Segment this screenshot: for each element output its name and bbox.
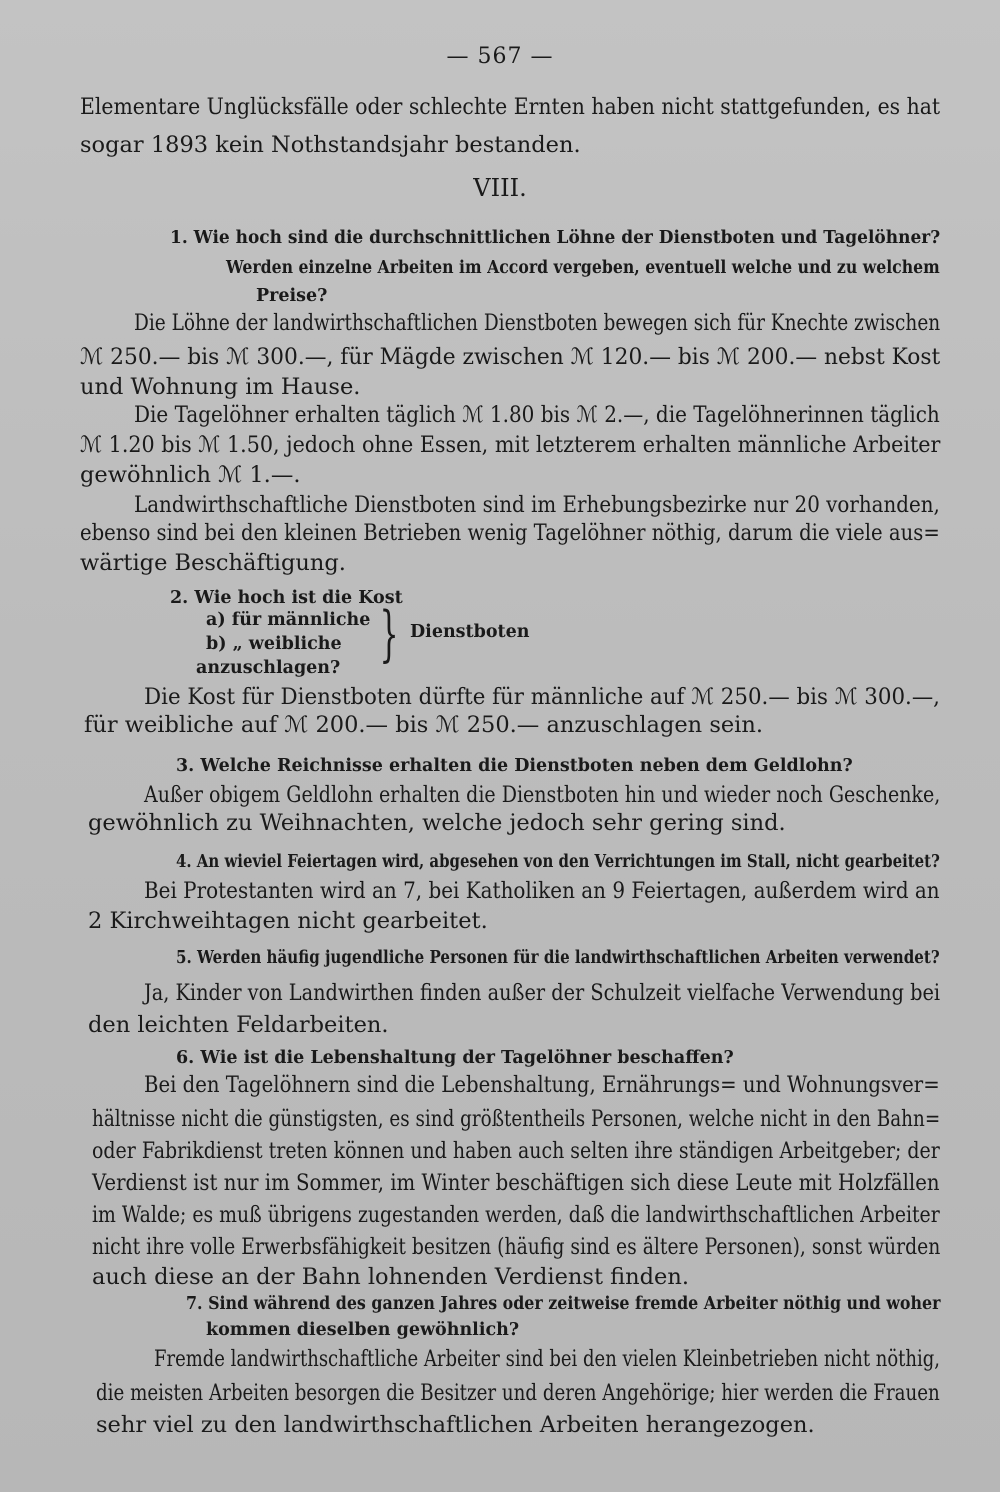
answer-6-line: Bei den Tagelöhnern sind die Lebenshaltung, Ernährungs= und Wohnungsver= — [144, 1072, 940, 1098]
answer-1-line: ℳ 250.— bis ℳ 300.—, für Mägde zwischen ℳ 120.— bis ℳ 200.— nebst Kost — [80, 344, 941, 370]
answer-1-line: gewöhnlich ℳ 1.—. — [80, 462, 301, 488]
question-2-line: 2. Wie hoch ist die Kost — [170, 588, 403, 608]
question-7-line: 7. Sind während des ganzen Jahres oder zeitweise fremde Arbeiter nöthig und woher — [186, 1294, 941, 1314]
question-1-line: Werden einzelne Arbeiten im Accord vergeben, eventuell welche und zu welchem — [226, 258, 940, 278]
answer-1-line: und Wohnung im Hause. — [80, 374, 361, 400]
question-1-line: 1. Wie hoch sind die durchschnittlichen Löhne der Dienstboten und Tagelöhner? — [170, 228, 941, 248]
answer-7-line: sehr viel zu den landwirthschaftlichen Arbeiten herangezogen. — [96, 1412, 815, 1438]
question-1-line: Preise? — [256, 286, 328, 306]
question-6: 6. Wie ist die Lebenshaltung der Tagelöhner beschaffen? — [176, 1048, 734, 1068]
answer-7-line: Fremde landwirthschaftliche Arbeiter sind bei den vielen Kleinbetrieben nicht nöthig, — [154, 1346, 940, 1372]
answer-5-line: Ja, Kinder von Landwirthen finden außer der Schulzeit vielfache Verwendung bei — [144, 980, 941, 1006]
answer-2-line: für weibliche auf ℳ 200.— bis ℳ 250.— anzuschlagen sein. — [84, 712, 764, 738]
answer-1-line: ℳ 1.20 bis ℳ 1.50, jedoch ohne Essen, mit letzterem erhalten männliche Arbeiter — [80, 432, 941, 458]
answer-6-line: im Walde; es muß übrigens zugestanden werden, daß die landwirthschaftlichen Arbeiter — [92, 1202, 940, 1228]
answer-6-line: auch diese an der Bahn lohnenden Verdienst finden. — [92, 1264, 689, 1290]
answer-1-line: Die Tagelöhner erhalten täglich ℳ 1.80 bis ℳ 2.—, die Tagelöhnerinnen täglich — [134, 402, 940, 428]
answer-3-line: gewöhnlich zu Weihnachten, welche jedoch sehr gering sind. — [88, 810, 786, 836]
intro-line: sogar 1893 kein Nothstandsjahr bestanden. — [80, 132, 581, 158]
answer-5-line: den leichten Feldarbeiten. — [88, 1012, 389, 1038]
answer-6-line: nicht ihre volle Erwerbsfähigkeit besitzen (häufig sind es ältere Personen), sonst würden — [92, 1234, 941, 1260]
question-2-line: a) für männliche — [206, 610, 371, 630]
curly-brace: } — [379, 599, 399, 669]
question-2-line: b) „ weibliche — [206, 634, 342, 654]
answer-2-line: Die Kost für Dienstboten dürfte für männliche auf ℳ 250.— bis ℳ 300.—, — [144, 684, 940, 710]
answer-1-line: Landwirthschaftliche Dienstboten sind im Erhebungsbezirke nur 20 vorhanden, — [134, 492, 940, 518]
question-2-line: anzuschlagen? — [196, 658, 341, 678]
intro-line: Elementare Unglücksfälle oder schlechte Ernten haben nicht stattgefunden, es hat — [80, 94, 941, 120]
answer-7-line: die meisten Arbeiten besorgen die Besitzer und deren Angehörige; hier werden die Frauen — [96, 1380, 940, 1406]
answer-1-line: ebenso sind bei den kleinen Betrieben wenig Tagelöhner nöthig, darum die viele aus= — [80, 520, 940, 546]
answer-1-line: wärtige Beschäftigung. — [80, 550, 346, 576]
answer-6-line: oder Fabrikdienst treten können und haben auch selten ihre ständigen Arbeitgeber; der — [92, 1138, 940, 1164]
question-4: 4. An wieviel Feiertagen wird, abgesehen von den Verrichtungen im Stall, nicht gearbeitet? — [176, 852, 940, 872]
answer-4-line: 2 Kirchweihtagen nicht gearbeitet. — [88, 908, 488, 934]
question-5: 5. Werden häufig jugendliche Personen für die landwirthschaftlichen Arbeiten verwendet? — [176, 948, 940, 968]
answer-3-line: Außer obigem Geldlohn erhalten die Dienstboten hin und wieder noch Geschenke, — [144, 782, 941, 808]
section-heading: VIII. — [473, 174, 527, 202]
answer-6-line: hältnisse nicht die günstigsten, es sind größtentheils Personen, welche nicht in den Bahn= — [92, 1106, 941, 1132]
question-3: 3. Welche Reichnisse erhalten die Dienstboten neben dem Geldlohn? — [176, 756, 853, 776]
answer-6-line: Verdienst ist nur im Sommer, im Winter beschäftigen sich diese Leute mit Holzfällen — [92, 1170, 940, 1196]
question-7-line: kommen dieselben gewöhnlich? — [206, 1320, 520, 1340]
answer-4-line: Bei Protestanten wird an 7, bei Katholiken an 9 Feiertagen, außerdem wird an — [144, 878, 940, 904]
answer-1-line: Die Löhne der landwirthschaftlichen Dienstboten bewegen sich für Knechte zwischen — [134, 310, 941, 336]
page-number: — 567 — — [446, 44, 554, 69]
question-2-brace-label: Dienstboten — [410, 622, 530, 642]
